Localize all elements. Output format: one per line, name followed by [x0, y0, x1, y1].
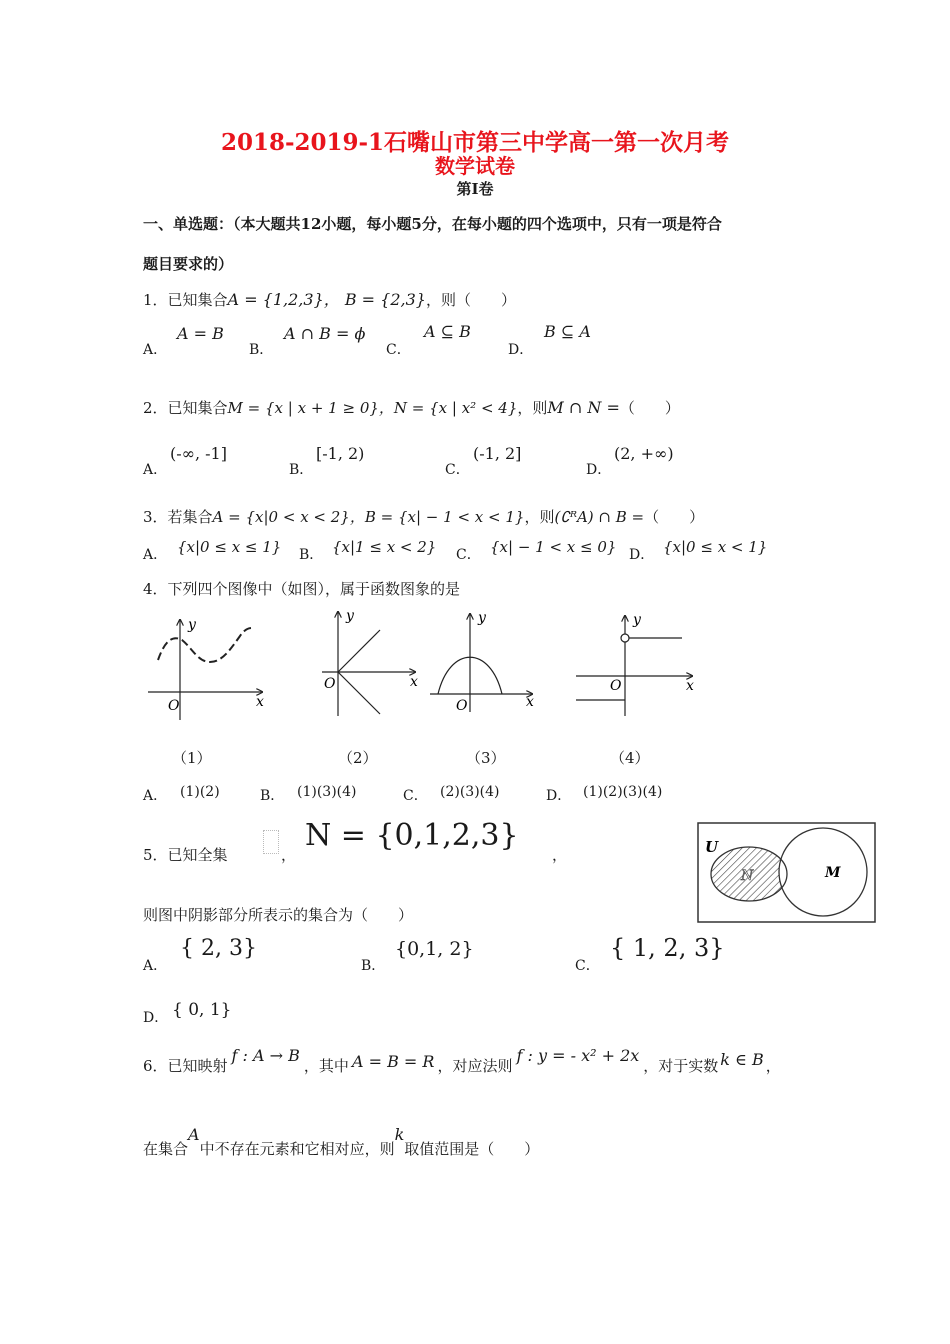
graph-3	[430, 614, 532, 712]
venn-n-label: N	[741, 868, 754, 884]
question-1	[143, 287, 516, 310]
graph-3-x-label: x	[526, 694, 534, 710]
graph-4-x-label: x	[686, 678, 694, 694]
q6-mid2: ，对应法则	[437, 1057, 513, 1075]
question-4: 4．下列四个图像中（如图），属于函数图象的是	[143, 580, 461, 598]
q5-option-d-letter: D．	[143, 1010, 169, 1026]
volume-label: 第Ⅰ卷	[456, 180, 494, 198]
q3-prefix: 3．若集合	[143, 508, 213, 526]
question-6	[143, 1046, 781, 1076]
graph-4-y-label: y	[633, 612, 641, 628]
q2-expr2: M ∩ N =	[547, 398, 620, 417]
q1-prefix: 1．已知集合	[143, 291, 228, 309]
q4-option-a-text: (1)(2)	[180, 784, 220, 800]
q1-expr: A = {1,2,3}， B = {2,3}	[227, 290, 426, 309]
q2-mid: ，则	[517, 399, 548, 417]
exam-title: 2018-2019-1石嘴山市第三中学高一第一次月考	[220, 129, 730, 156]
graph-2	[322, 612, 415, 716]
q1-option-c-letter: C．	[386, 342, 411, 358]
q4-option-b-text: (1)(3)(4)	[297, 784, 357, 800]
venn-m-label: M	[825, 865, 841, 881]
section-heading-cont: 题目要求的）	[143, 255, 234, 273]
q3-option-a-math: {x|0 ≤ x ≤ 1}	[177, 538, 282, 556]
q2-option-b-math: [-1, 2)	[316, 444, 365, 463]
q3-option-c-math: {x| − 1 < x ≤ 0}	[490, 538, 617, 556]
q5-option-a-letter: A．	[143, 958, 168, 974]
broken-formula-image	[263, 830, 279, 854]
section-heading: 一、单选题：（本大题共12小题，每小题5分，在每小题的四个选项中，只有一项是符合	[143, 215, 722, 233]
q2-option-a-letter: A．	[143, 462, 168, 478]
q6-set-a: A	[188, 1125, 200, 1144]
graph-3-y-label: y	[478, 610, 486, 626]
q3-mid: ，则	[524, 508, 555, 526]
q1-option-b-math: A ∩ B = ϕ	[284, 324, 366, 343]
graph-2-x-label: x	[410, 674, 418, 690]
q3-suffix: （ ）	[644, 508, 705, 526]
question-5-line2: 则图中阴影部分所表示的集合为（ ）	[143, 906, 414, 924]
exam-subtitle: 数学试卷	[435, 154, 515, 178]
q2-option-a-math: (-∞, -1]	[170, 444, 227, 463]
q3-option-c-letter: C．	[456, 547, 481, 563]
q4-function-graphs	[140, 600, 710, 730]
q2-suffix: （ ）	[619, 399, 680, 417]
q5-option-d-math: { 0, 1}	[172, 1000, 232, 1020]
q5-option-c-math: { 1, 2, 3}	[610, 934, 725, 962]
graph-1-x-label: x	[256, 694, 264, 710]
q6-mid1: ，其中	[303, 1057, 349, 1075]
graph-label-1: （1）	[172, 749, 212, 767]
q1-option-b-letter: B．	[249, 342, 274, 358]
q3-expr2: (∁ᴿA) ∩ B =	[554, 508, 645, 526]
q6-line2c: 取值范围是（ ）	[404, 1140, 540, 1158]
q5-expr: N = {0,1,2,3}	[305, 818, 519, 853]
q5-option-b-math: {0,1, 2}	[395, 938, 474, 960]
q6-prefix: 6．已知映射	[143, 1057, 228, 1075]
venn-u-label: U	[705, 838, 719, 856]
q2-option-d-letter: D．	[586, 462, 612, 478]
q1-option-a-letter: A．	[143, 342, 168, 358]
graph-1	[148, 620, 262, 720]
q3-expr: A = {x|0 < x < 2}，B = {x| − 1 < x < 1}	[212, 508, 525, 526]
venn-diagram	[697, 822, 877, 924]
question-3	[143, 506, 704, 527]
q6-line2a: 在集合	[143, 1140, 189, 1158]
question-6-line2	[143, 1125, 540, 1159]
q6-k: k	[394, 1125, 405, 1144]
q1-option-d-math: B ⊆ A	[544, 322, 591, 341]
q1-option-d-letter: D．	[508, 342, 534, 358]
q3-option-b-math: {x|1 ≤ x < 2}	[332, 538, 437, 556]
q1-option-a-math: A = B	[177, 324, 224, 343]
graph-3-origin: O	[456, 698, 468, 714]
q2-option-d-math: (2, +∞)	[614, 444, 674, 463]
q6-expr1: f : A → B	[231, 1046, 300, 1065]
q2-option-b-letter: B．	[289, 462, 314, 478]
q4-option-c-letter: C．	[403, 788, 428, 804]
graph-label-2: （2）	[338, 749, 378, 767]
q4-option-c-text: (2)(3)(4)	[440, 784, 500, 800]
question-5-prefix: 5．已知全集	[143, 846, 228, 864]
graph-4-origin: O	[610, 678, 622, 694]
q3-option-b-letter: B．	[299, 547, 324, 563]
q5-option-b-letter: B．	[361, 958, 386, 974]
q6-expr4: k ∈ B	[720, 1050, 764, 1069]
q3-option-d-letter: D．	[629, 547, 655, 563]
q4-option-b-letter: B．	[260, 788, 285, 804]
q1-suffix: ，则（ ）	[425, 291, 516, 309]
q3-option-d-math: {x|0 ≤ x < 1}	[663, 538, 768, 556]
q5-comma: ，	[281, 846, 297, 864]
q4-option-d-text: (1)(2)(3)(4)	[583, 784, 663, 800]
graph-2-origin: O	[324, 676, 336, 692]
q2-expr: M = {x | x + 1 ≥ 0}，N = {x | x² < 4}	[227, 399, 518, 417]
q6-mid3: ，对于实数	[643, 1057, 719, 1075]
q4-option-d-letter: D．	[546, 788, 572, 804]
q2-option-c-math: (-1, 2]	[473, 444, 522, 463]
q5-suffix: ，	[552, 846, 568, 864]
graph-1-y-label: y	[188, 617, 196, 633]
q5-option-c-letter: C．	[575, 958, 600, 974]
q2-prefix: 2．已知集合	[143, 399, 228, 417]
q3-option-a-letter: A．	[143, 547, 168, 563]
graph-2-y-label: y	[346, 608, 354, 624]
q4-option-a-letter: A．	[143, 788, 168, 804]
q6-end1: ，	[765, 1057, 781, 1075]
q5-option-a-math: { 2, 3}	[180, 936, 257, 961]
q2-option-c-letter: C．	[445, 462, 470, 478]
q6-line2b: 中不存在元素和它相对应，则	[199, 1140, 395, 1158]
graph-label-3: （3）	[466, 749, 506, 767]
graph-label-4: （4）	[610, 749, 650, 767]
q1-option-c-math: A ⊆ B	[424, 322, 471, 341]
q6-expr2: A = B = R	[351, 1052, 435, 1071]
graph-1-origin: O	[168, 698, 180, 714]
q6-expr3: f : y = - x² + 2x	[516, 1046, 640, 1065]
question-2	[143, 397, 680, 418]
graph-4	[576, 616, 692, 716]
